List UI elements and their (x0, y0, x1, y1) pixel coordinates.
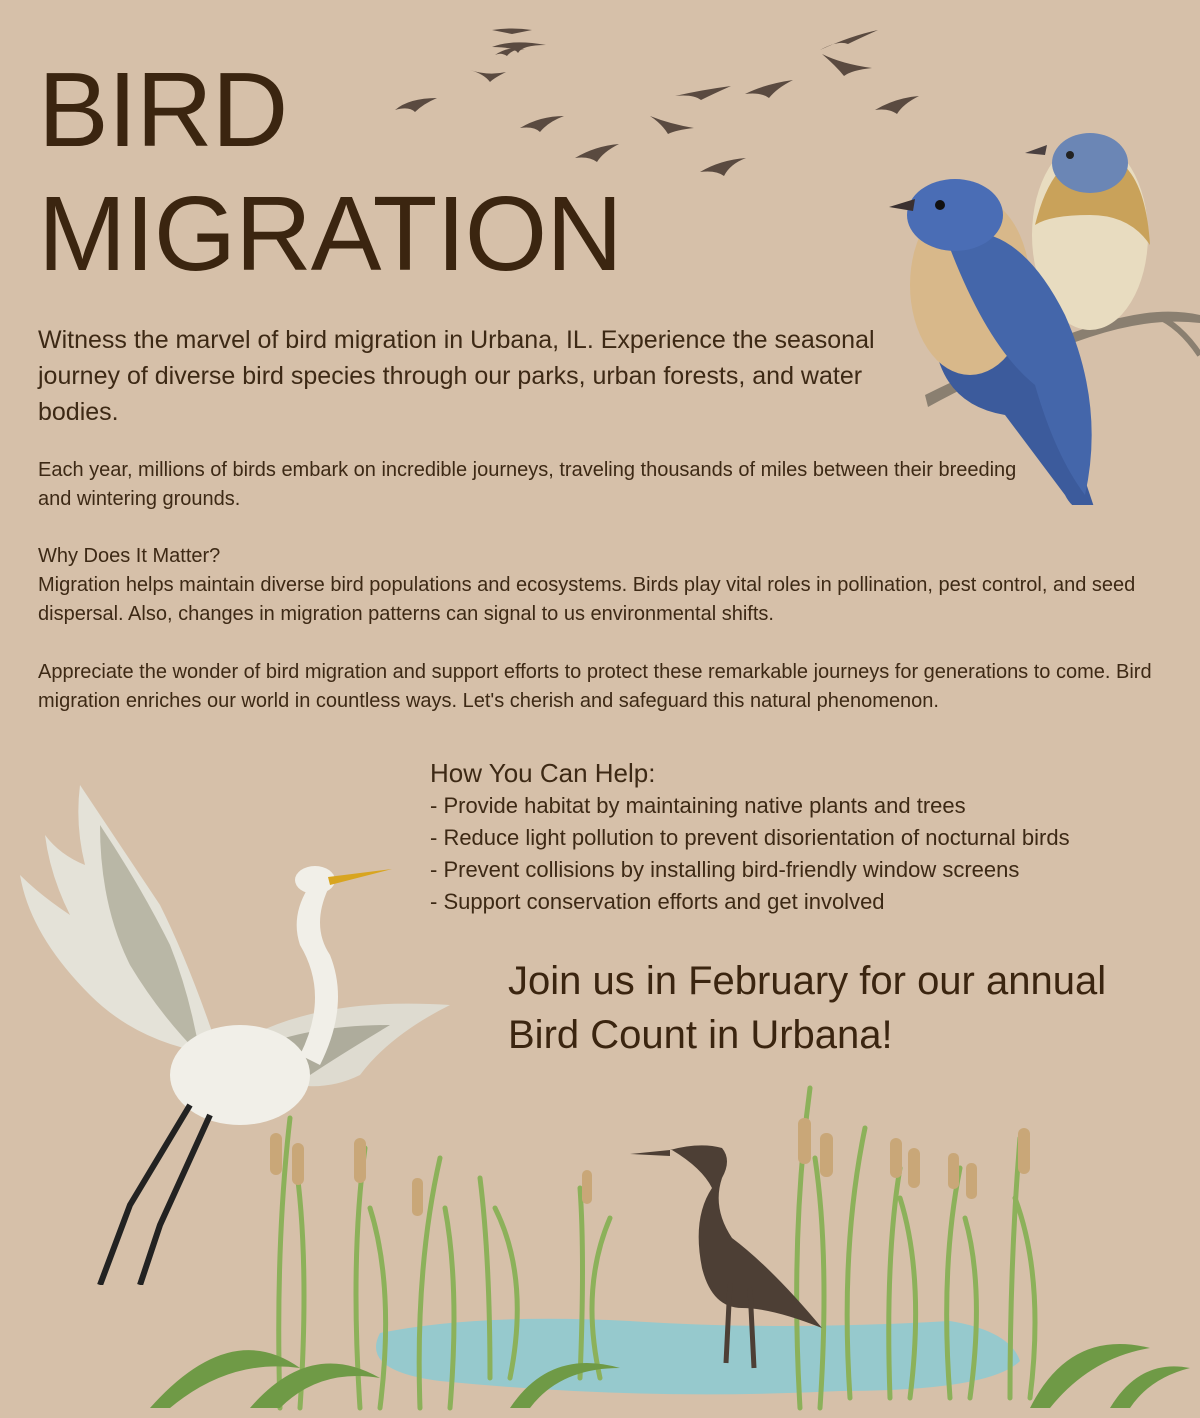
title-line-2: MIGRATION (38, 175, 622, 293)
list-item: - Prevent collisions by installing bird-friendly window screens (430, 857, 1020, 882)
help-list (430, 790, 1190, 918)
help-heading: How You Can Help: (430, 758, 656, 788)
bluebirds-on-branch-icon (885, 125, 1200, 505)
wetland-scene-icon (130, 1078, 1190, 1418)
why-body: Migration helps maintain diverse bird populations and ecosystems. Birds play vital roles in pollination, pest control, and seed dispersal. Also, changes in migration patterns can signal to us environmental shifts. (38, 574, 1136, 625)
list-item: - Reduce light pollution to prevent disorientation of nocturnal birds (430, 825, 1070, 850)
journeys-paragraph: Each year, millions of birds embark on incredible journeys, traveling thousands of miles between their breeding and wintering grounds. (38, 459, 1017, 510)
announcement-line-1: Join us in February for our annual (508, 959, 1107, 1003)
list-item: - Support conservation efforts and get involved (430, 889, 885, 914)
announcement-line-2: Bird Count in Urbana! (508, 1013, 893, 1057)
title-line-1: BIRD (38, 51, 288, 169)
flying-birds-flock-icon (380, 20, 940, 190)
appreciate-paragraph: Appreciate the wonder of bird migration and support efforts to protect these remarkable journeys for generations to come. Bird migration enriches our world in countless ways. Let's cherish and safeguard this natural phenomenon. (38, 661, 1152, 712)
list-item: - Provide habitat by maintaining native plants and trees (430, 793, 966, 818)
intro-paragraph: Witness the marvel of bird migration in Urbana, IL. Experience the seasonal journey of diverse bird species through our parks, urban forests, and water bodies. (38, 326, 875, 426)
help-section (430, 756, 1190, 918)
why-section (38, 542, 1178, 629)
bird-count-announcement (508, 954, 1188, 1062)
why-heading: Why Does It Matter? (38, 545, 221, 567)
